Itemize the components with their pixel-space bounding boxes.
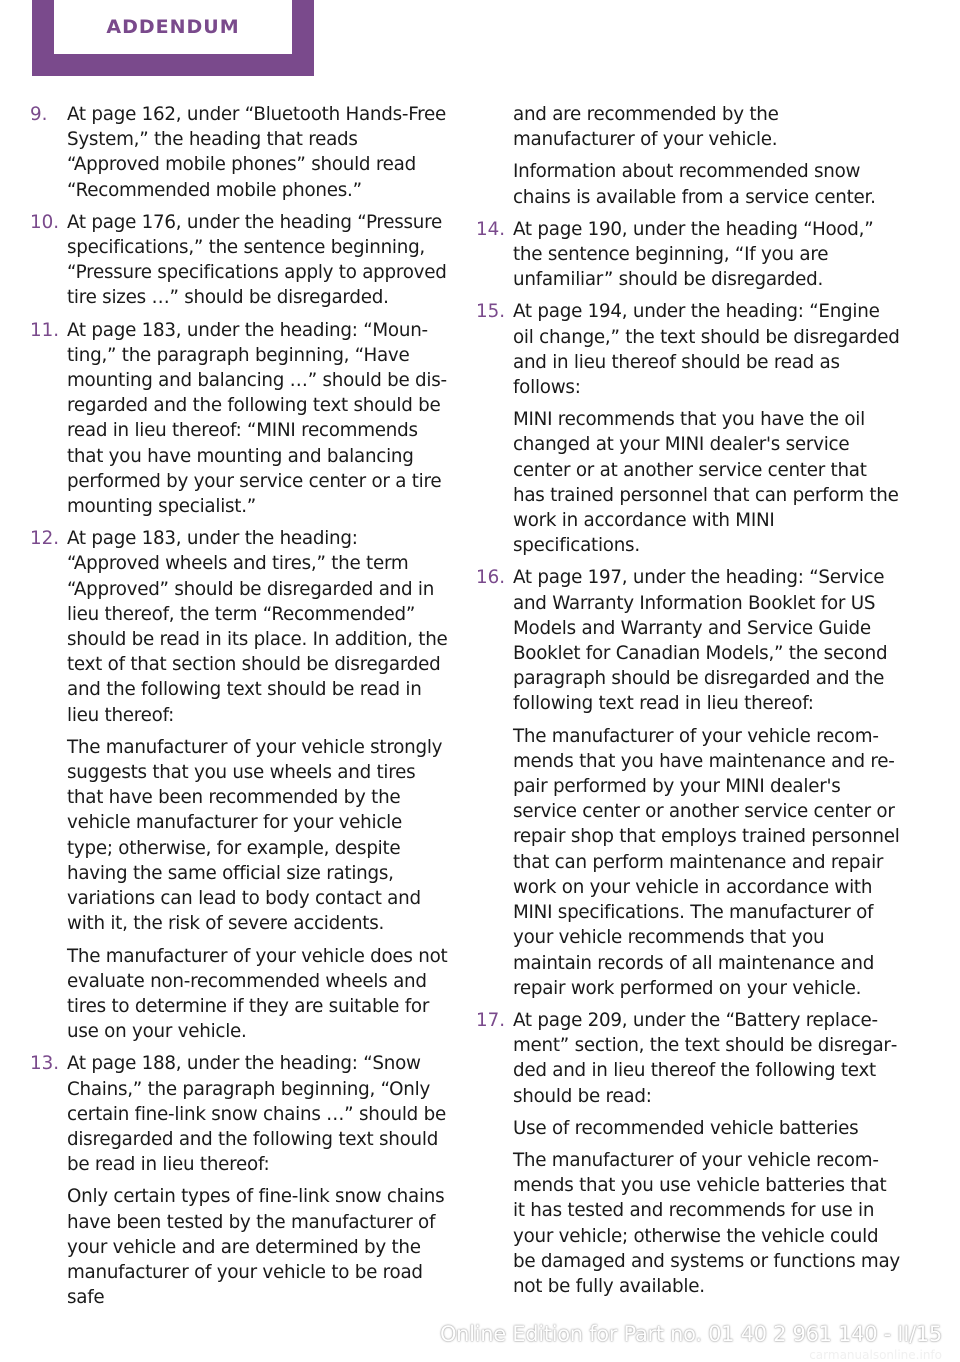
item-paragraph: At page 183, under the heading: “Approved wheels and tires,” the term “Approved” should be disregarded and in lieu thereof, the term “Recommended” should be read in its place. In addition, the text of that section should be disregarded and the following text should be read in lieu thereof: bbox=[67, 528, 448, 726]
item-number: 14. bbox=[476, 218, 506, 240]
right-column bbox=[476, 102, 900, 1306]
continued-paragraphs bbox=[476, 102, 900, 210]
item-paragraph: At page 197, under the heading: “Service and Warranty Information Booklet for US Models and Warranty and Service Guide Booklet for Canadian Models,” the second paragraph should be disregarded and the following text read in lieu thereof: bbox=[513, 567, 888, 715]
list-item bbox=[476, 299, 900, 558]
item-paragraph: The manufacturer of your vehicle recommends that you use vehicle batteries that it has tested and recommends for use in your vehicle; otherwise the vehicle could be damaged and systems or functions may not be fully available. bbox=[513, 1149, 900, 1297]
continued-paragraph: Information about recommended snow chains is available from a service center. bbox=[513, 161, 876, 208]
list-item bbox=[476, 1008, 900, 1299]
list-item bbox=[30, 210, 450, 311]
item-paragraph: The manufacturer of your vehicle recommends that you have maintenance and repair performed by your MINI dealer's service center or another service center or repair shop that employs trained personnel that can perform maintenance and repair work on your vehicle in accordance with MINI specifications. The manufacturer of your vehicle recommends that you maintain records of all maintenance and repair work performed on your vehicle. bbox=[513, 725, 900, 999]
item-paragraph: The manufacturer of your vehicle strongly suggests that you use wheels and tires that have been recommended by the vehicle manufacturer for your vehicle type; otherwise, for example, despite having the same official size ratings, variations can lead to body contact and with it, the risk of severe accidents. bbox=[67, 736, 443, 935]
list-item bbox=[30, 102, 450, 203]
item-paragraph: At page 194, under the heading: “Engine oil change,” the text should be disregarded and in lieu thereof should be read as follows: bbox=[513, 301, 900, 399]
continued-paragraph: and are recommended by the manufacturer of your vehicle. bbox=[513, 104, 779, 151]
section-tab bbox=[32, 0, 314, 76]
item-paragraph: Use of recommended vehicle batteries bbox=[513, 1117, 859, 1139]
item-paragraph: At page 183, under the heading: “Mounting,” the paragraph beginning, “Have mounting and balancing …” should be disregarded and the following text should be read in lieu thereof: “MINI recommends that you have mounting and balancing performed by your service center or a tire mounting specialist.” bbox=[67, 319, 448, 518]
item-number: 9. bbox=[30, 104, 48, 125]
right-column-items bbox=[476, 217, 900, 1299]
item-paragraph: MINI recommends that you have the oil changed at your MINI dealer's service center or at another service center that has trained personnel that can perform the work in accordance with MINI specifications. bbox=[513, 409, 899, 557]
section-title: ADDENDUM bbox=[106, 16, 240, 38]
item-number: 13. bbox=[30, 1053, 60, 1075]
item-paragraph: At page 162, under “Bluetooth Hands-Free System,” the heading that reads “Approved mobile phones” should read “Recommended mobile phones.” bbox=[67, 104, 447, 201]
item-paragraph: The manufacturer of your vehicle does not evaluate non-recommended wheels and tires to determine if they are suitable for use on your vehicle. bbox=[67, 945, 448, 1043]
item-paragraph: At page 190, under the heading “Hood,” the sentence beginning, “If you are unfamiliar” should be disregarded. bbox=[513, 218, 874, 291]
item-number: 17. bbox=[476, 1009, 506, 1031]
item-number: 10. bbox=[30, 211, 60, 233]
item-number: 11. bbox=[30, 319, 60, 341]
item-number: 15. bbox=[476, 301, 506, 323]
item-paragraph: At page 209, under the “Battery replacement” section, the text should be disregarded and in lieu thereof the following text should be read: bbox=[513, 1009, 898, 1107]
section-tab-label-box bbox=[54, 0, 292, 54]
list-item bbox=[476, 217, 900, 293]
footer-edition: Online Edition for Part no. 01 40 2 961 140 - II/15 bbox=[439, 1322, 942, 1346]
left-column bbox=[30, 102, 450, 1317]
list-item bbox=[476, 565, 900, 1000]
item-paragraph: At page 188, under the heading: “Snow Chains,” the paragraph beginning, “Only certain fine-link snow chains …” should be disregarded and the following text should be read in lieu thereof: bbox=[67, 1053, 446, 1176]
list-item bbox=[30, 526, 450, 1044]
list-item bbox=[30, 318, 450, 520]
item-number: 16. bbox=[476, 567, 506, 589]
footer-watermark: carmanualsonline.info bbox=[809, 1348, 942, 1362]
list-item bbox=[30, 1051, 450, 1310]
item-number: 12. bbox=[30, 528, 60, 550]
item-paragraph: At page 176, under the heading “Pressure specifications,” the sentence beginning, “Pressure specifications apply to approved tire sizes …” should be disregarded. bbox=[67, 211, 447, 309]
item-paragraph: Only certain types of fine-link snow chains have been tested by the manufacturer of your vehicle and are determined by the manufacturer of your vehicle to be road safe bbox=[67, 1186, 445, 1309]
